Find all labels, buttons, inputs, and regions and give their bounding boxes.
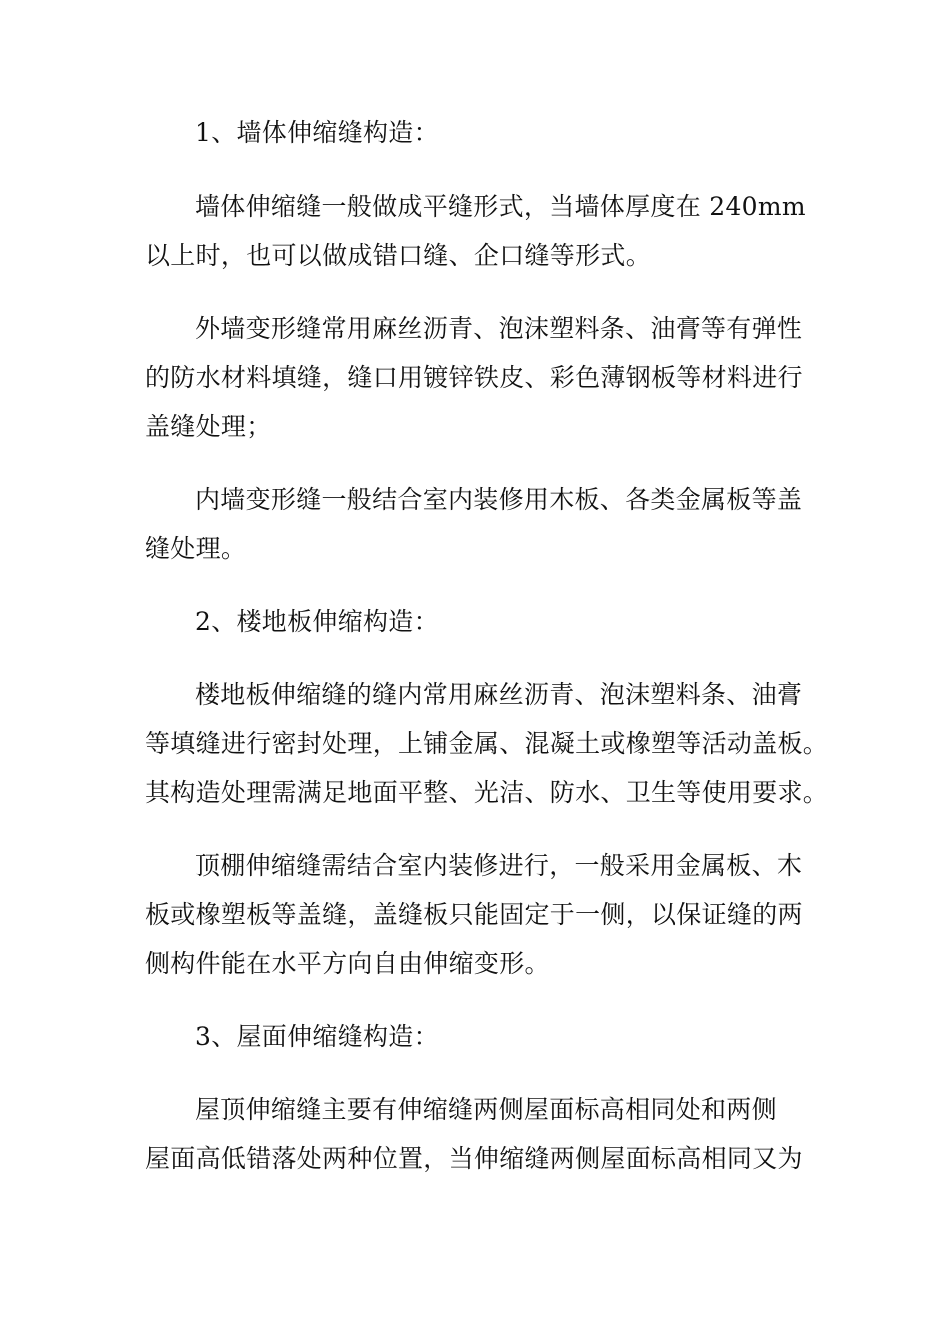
paragraph-line: 其构造处理需满足地面平整、光洁、防水、卫生等使用要求。 — [145, 778, 829, 807]
paragraph-line: 内墙变形缝一般结合室内装修用木板、各类金属板等盖 — [195, 485, 803, 514]
paragraph-line: 屋面高低错落处两种位置，当伸缩缝两侧屋面标高相同又为 — [145, 1144, 803, 1173]
paragraph-line: 顶棚伸缩缝需结合室内装修进行，一般采用金属板、木 — [195, 851, 803, 880]
paragraph-line: 外墙变形缝常用麻丝沥青、泡沫塑料条、油膏等有弹性 — [195, 314, 803, 343]
paragraph-line: 侧构件能在水平方向自由伸缩变形。 — [145, 949, 550, 978]
paragraph-line: 板或橡塑板等盖缝，盖缝板只能固定于一侧，以保证缝的两 — [145, 900, 803, 929]
paragraph-line: 屋顶伸缩缝主要有伸缩缝两侧屋面标高相同处和两侧 — [195, 1095, 777, 1124]
paragraph-line: 等填缝进行密封处理，上铺金属、混凝土或橡塑等活动盖板。 — [145, 729, 829, 758]
paragraph-line: 楼地板伸缩缝的缝内常用麻丝沥青、泡沫塑料条、油膏 — [195, 680, 803, 709]
section-heading-2: 2、楼地板伸缩构造： — [195, 607, 439, 636]
paragraph-line: 盖缝处理； — [145, 412, 272, 441]
section-heading-3: 3、屋面伸缩缝构造： — [195, 1022, 439, 1051]
paragraph-line: 墙体伸缩缝一般做成平缝形式，当墙体厚度在 240mm — [195, 192, 806, 221]
section-heading-1: 1、墙体伸缩缝构造： — [195, 118, 439, 147]
paragraph-line: 缝处理。 — [145, 534, 247, 563]
paragraph-line: 的防水材料填缝，缝口用镀锌铁皮、彩色薄钢板等材料进行 — [145, 363, 803, 392]
paragraph-line: 以上时，也可以做成错口缝、企口缝等形式。 — [145, 241, 652, 270]
